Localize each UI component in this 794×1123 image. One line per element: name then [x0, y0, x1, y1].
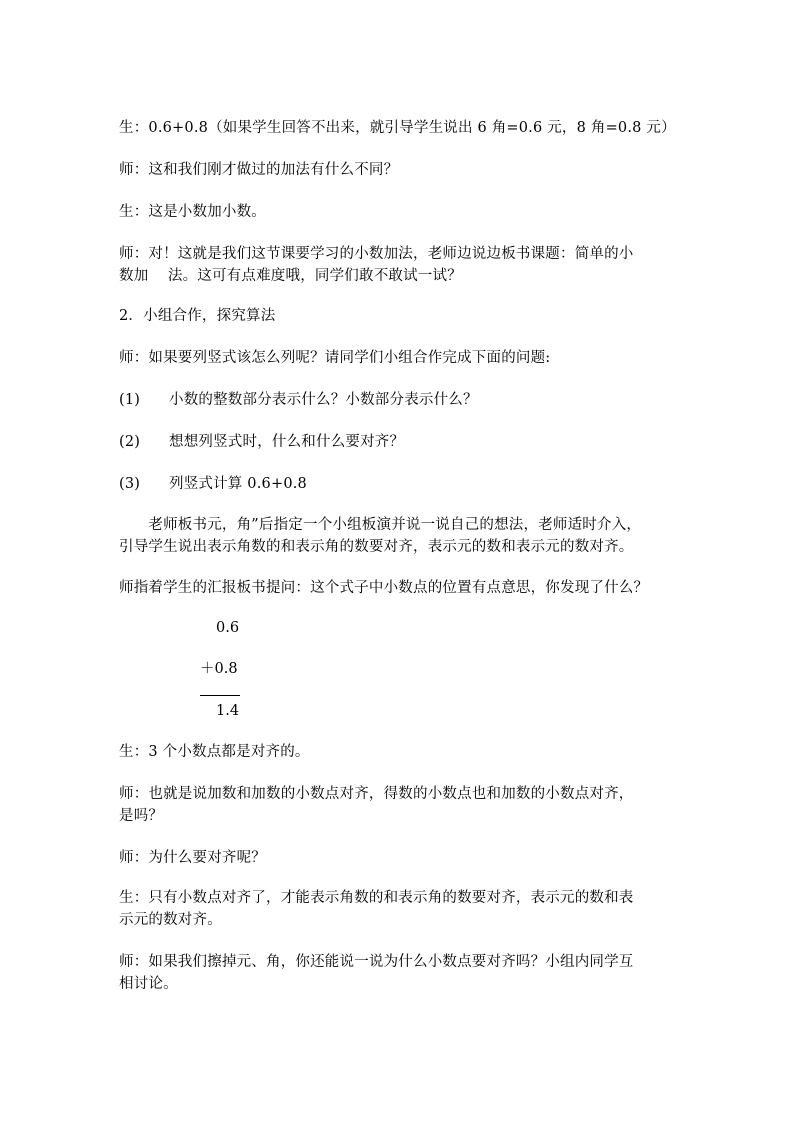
paragraph-student-answer: 生：0.6+0.8（如果学生回答不出来，就引导学生说出 6 角=0.6 元，8 角=0.8 元）	[119, 120, 676, 136]
paragraph-teacher-why: 师：为什么要对齐呢？	[119, 850, 266, 866]
paragraph-teacher-intro-line1: 师：对！这就是我们这节课要学习的小数加法，老师边说边板书课题：简单的小	[119, 246, 634, 262]
paragraph-teacher-confirm-line1: 师：也就是说加数和加数的小数点对齐，得数的小数点也和加数的小数点对齐，	[119, 786, 634, 802]
calc-sum: 1.4	[216, 703, 240, 719]
list-item	[119, 473, 689, 495]
section-heading: 2．小组合作，探究算法	[119, 308, 276, 324]
list-item	[119, 389, 689, 411]
list-item-number: (1)	[119, 392, 141, 408]
calc-addend-1: 0.6	[216, 620, 240, 636]
list-item-number: (3)	[119, 476, 141, 492]
calc-sum-line	[200, 695, 240, 696]
list-item-text: 列竖式计算 0.6+0.8	[169, 476, 307, 492]
list-item-text: 小数的整数部分表示什么？小数部分表示什么？	[169, 392, 478, 408]
list-item-number: (2)	[119, 434, 141, 450]
list-item-text: 想想列竖式时，什么和什么要对齐？	[169, 434, 405, 450]
list-item	[119, 431, 689, 453]
paragraph-teacher-intro-line2: 数加 法。这可有点难度哦，同学们敢不敢试一试？	[119, 268, 462, 284]
paragraph-teacher-board-line2: 引导学生说出表示角数的和表示角的数要对齐，表示元的数和表示元的数对齐。	[119, 539, 634, 555]
paragraph-student-reply: 生：这是小数加小数。	[119, 204, 266, 220]
paragraph-student-explain-line1: 生：只有小数点对齐了，才能表示角数的和表示角的数要对齐，表示元的数和表	[119, 890, 634, 906]
paragraph-teacher-discuss-line2: 相讨论。	[119, 976, 178, 992]
paragraph-teacher-task: 师：如果要列竖式该怎么列呢？请同学们小组合作完成下面的问题:	[119, 350, 551, 366]
paragraph-teacher-confirm-line2: 是吗？	[119, 808, 164, 824]
paragraph-student-explain-line2: 示元的数对齐。	[119, 912, 222, 928]
paragraph-teacher-board-line1: 老师板书元，角”后指定一个小组板演并说一说自己的想法，老师适时介入，	[119, 517, 642, 533]
paragraph-teacher-discuss-line1: 师：如果我们擦掉元、角，你还能说一说为什么小数点要对齐吗？小组内同学互	[119, 954, 634, 970]
calc-addend-2: ＋0.8	[200, 661, 238, 677]
paragraph-student-observation: 生：3 个小数点都是对齐的。	[119, 744, 310, 760]
paragraph-teacher-prompt: 师指着学生的汇报板书提问：这个式子中小数点的位置有点意思，你发现了什么？	[119, 580, 649, 596]
paragraph-teacher-question: 师：这和我们刚才做过的加法有什么不同？	[119, 162, 399, 178]
